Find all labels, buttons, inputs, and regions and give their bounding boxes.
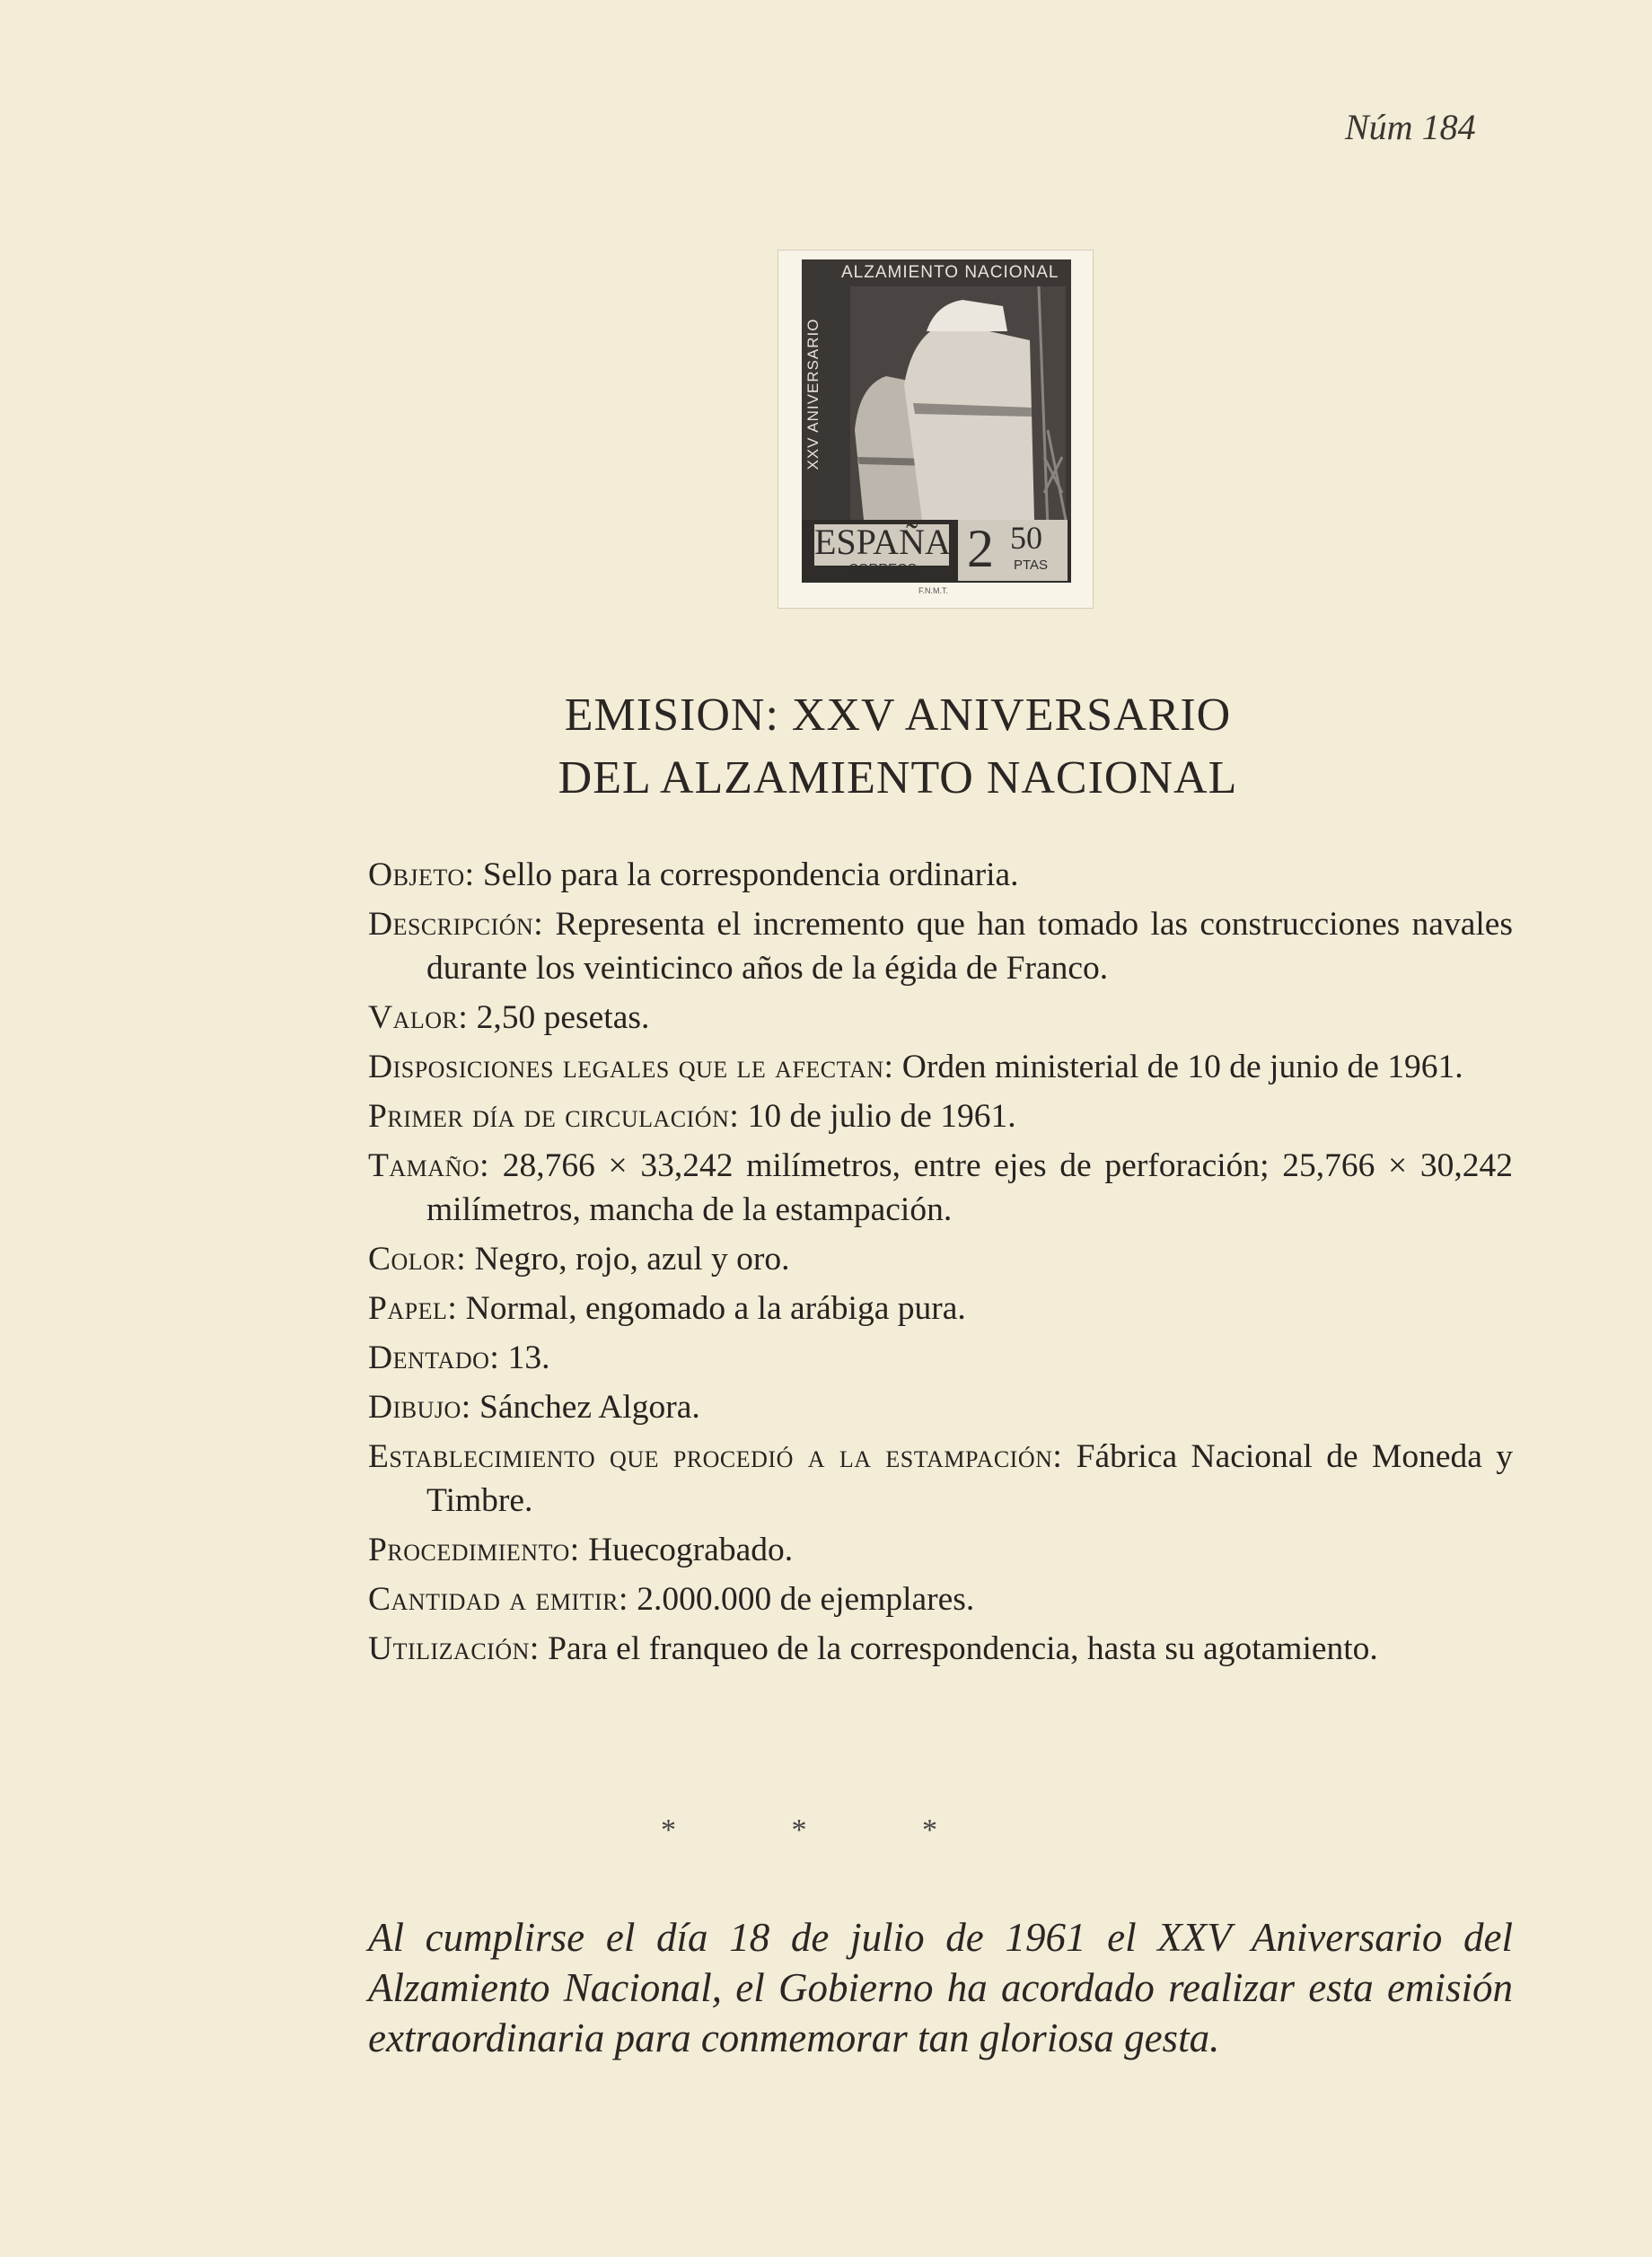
field-color (368, 1237, 1513, 1281)
field-label: Tamaño: (368, 1147, 490, 1184)
field-label: Valor: (368, 999, 469, 1036)
stamp-currency: PTAS (1014, 558, 1049, 573)
field-text: Orden ministerial de 10 de junio de 1961. (901, 1049, 1463, 1085)
stamp-country: ESPAÑA (814, 522, 951, 562)
stamp-printer-mark: F.N.M.T. (918, 586, 948, 595)
field-label: Cantidad a emitir: (368, 1581, 628, 1618)
field-dentado (368, 1336, 1513, 1380)
stamp-value: 2 (967, 519, 994, 578)
field-text: 10 de julio de 1961. (747, 1098, 1016, 1135)
field-utilizacion (368, 1627, 1513, 1671)
title-line-2: DEL ALZAMIENTO NACIONAL (558, 752, 1238, 804)
field-text: Negro, rojo, azul y oro. (474, 1241, 790, 1278)
field-disposiciones (368, 1045, 1513, 1089)
field-text: Huecograbado. (588, 1532, 794, 1568)
field-valor (368, 996, 1513, 1040)
stamp-top-text: ALZAMIENTO NACIONAL (841, 263, 1059, 282)
field-label: Primer día de circulación: (368, 1098, 740, 1135)
field-text: Sello para la correspondencia ordinaria. (482, 856, 1019, 893)
field-label: Objeto: (368, 856, 475, 893)
field-text: Fábrica Nacional de Moneda y Timbre. (426, 1438, 1513, 1519)
field-text: Representa el incremento que han tomado las construcciones navales durante los veinticinco años de la égida de Franco. (426, 906, 1514, 987)
postage-stamp-image (778, 250, 1094, 609)
field-text: 2,50 pesetas. (476, 999, 650, 1036)
field-label: Disposiciones legales que le afectan: (368, 1049, 894, 1085)
field-establecimiento (368, 1435, 1513, 1523)
field-cantidad (368, 1577, 1513, 1621)
ship-front-shape (904, 322, 1034, 520)
field-papel (368, 1287, 1513, 1330)
section-separator: * * * (661, 1814, 991, 1847)
stamp-side-text: XXV ANIVERSARIO (804, 318, 822, 470)
field-label: Descripción: (368, 906, 544, 943)
field-text: 2.000.000 de ejemplares. (637, 1581, 975, 1618)
field-primer-dia (368, 1094, 1513, 1138)
field-text: Sánchez Algora. (479, 1389, 700, 1426)
field-label: Procedimiento: (368, 1532, 580, 1568)
field-label: Utilización: (368, 1630, 540, 1667)
stamp-value-decimal: 50 (1010, 520, 1042, 556)
field-label: Dibujo: (368, 1389, 471, 1426)
field-label: Papel: (368, 1290, 458, 1327)
field-dibujo (368, 1385, 1513, 1429)
field-text: Normal, engomado a la arábiga pura. (465, 1290, 966, 1327)
stamp-correos: CORREOS (848, 561, 917, 576)
page-number: Núm 184 (1345, 107, 1476, 147)
field-text: 28,766 × 33,242 milímetros, entre ejes de perforación; 25,766 × 30,242 milímetros, mancha de la estampación. (426, 1147, 1513, 1228)
field-label: Color: (368, 1241, 467, 1278)
field-procedimiento (368, 1528, 1513, 1572)
field-objeto (368, 853, 1513, 897)
field-text: 13. (507, 1339, 550, 1376)
closing-paragraph: Al cumplirse el día 18 de julio de 1961 el XXV Aniversario del Alzamiento Nacional, el Gobierno ha acordado realizar esta emisión extraordinaria para conmemorar tan gloriosa gesta. (368, 1915, 1513, 2060)
field-text: Para el franqueo de la correspondencia, hasta su agotamiento. (548, 1630, 1378, 1667)
emission-title (359, 684, 1437, 810)
title-line-1: EMISION: XXV ANIVERSARIO (564, 689, 1232, 741)
field-label: Establecimiento que procedió a la estampación: (368, 1438, 1063, 1475)
field-tamano (368, 1144, 1513, 1232)
field-label: Dentado: (368, 1339, 500, 1376)
field-list (368, 853, 1513, 1676)
field-descripcion (368, 902, 1513, 990)
